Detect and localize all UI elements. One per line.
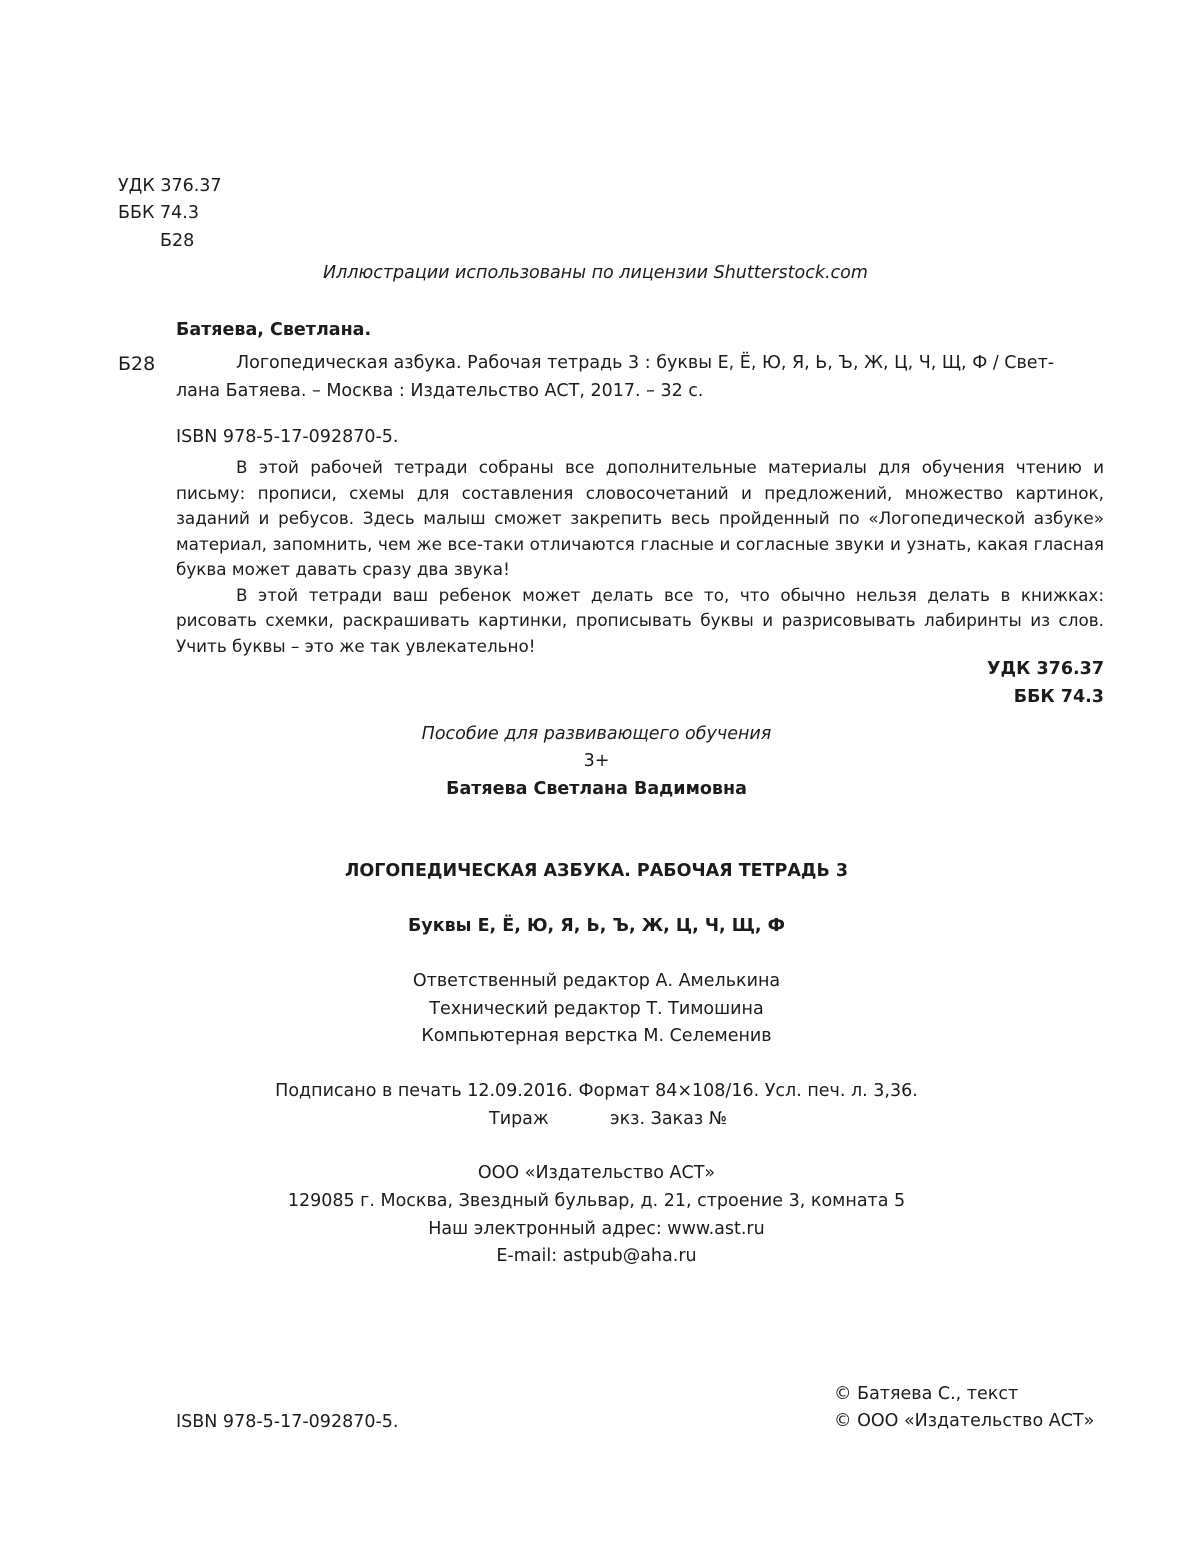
annotation-paragraph-2: В этой тетради ваш ребенок может делать все то, что обычно нельзя делать в книжках: рисовать схемки, раскрашивать картинки, прописывать буквы и разрисовывать лабиринты из слов. Учить буквы – это же так увлекательно!	[176, 584, 1104, 656]
author-heading: Батяева, Светлана.	[176, 320, 372, 340]
udk-code-bold: УДК 376.37	[986, 659, 1104, 679]
author-full-name: Батяева Светлана Вадимовна	[446, 779, 747, 799]
book-subtitle: Буквы Е, Ё, Ю, Я, Ь, Ъ, Ж, Ц, Ч, Щ, Ф	[407, 916, 786, 936]
copyright-author: © Батяева С., текст	[834, 1384, 1019, 1404]
bbk-code: ББК 74.3	[118, 203, 199, 223]
book-title: ЛОГОПЕДИЧЕСКАЯ АЗБУКА. РАБОЧАЯ ТЕТРАДЬ 3	[344, 861, 849, 881]
udk-code: УДК 376.37	[118, 176, 222, 196]
author-mark-entry: Б28	[118, 353, 156, 375]
publisher-line: Наш электронный адрес: www.ast.ru	[428, 1219, 765, 1239]
author-mark: Б28	[160, 231, 195, 251]
bibliographic-entry-line-2: лана Батяева. – Москва : Издательство АСТ, 2017. – 32 с.	[176, 381, 704, 401]
age-rating: 3+	[583, 751, 610, 771]
isbn-record: ISBN 978-5-17-092870-5.	[176, 427, 399, 447]
publisher-line: E-mail: astpub@aha.ru	[496, 1246, 697, 1266]
annotation	[176, 455, 1104, 659]
bbk-code-bold: ББК 74.3	[1013, 687, 1104, 707]
manual-type: Пособие для развивающего обучения	[421, 724, 772, 744]
editor-line: Компьютерная верстка М. Селеменив	[421, 1026, 772, 1046]
order-label: экз. Заказ №	[610, 1109, 727, 1129]
publisher-line: ООО «Издательство АСТ»	[477, 1163, 716, 1183]
footer-isbn: ISBN 978-5-17-092870-5.	[176, 1412, 399, 1432]
illustrations-note: Иллюстрации использованы по лицензии Shutterstock.com	[323, 263, 868, 283]
copyright-publisher: © ООО «Издательство АСТ»	[834, 1411, 1095, 1431]
editor-line: Ответственный редактор А. Амелькина	[412, 971, 781, 991]
editor-line: Технический редактор Т. Тимошина	[429, 999, 764, 1019]
bibliographic-entry-line-1: Логопедическая азбука. Рабочая тетрадь 3 : буквы Е, Ё, Ю, Я, Ь, Ъ, Ж, Ц, Ч, Щ, Ф / Свет-	[236, 353, 1055, 373]
publisher-line: 129085 г. Москва, Звездный бульвар, д. 21, строение 3, комната 5	[287, 1191, 906, 1211]
annotation-paragraph-1: В этой рабочей тетради собраны все дополнительные материалы для обучения чтению и письму: прописи, схемы для составления словосочетаний и предложений, множество картинок, заданий и ребусов. Здесь малыш сможет закрепить весь пройденный по «Логопедической азбуке» материал, запомнить, чем же все-таки отличаются гласные и согласные звуки и узнать, какая гласная буква может давать сразу два звука!	[176, 457, 1104, 579]
circulation-label: Тираж	[489, 1109, 549, 1129]
print-info: Подписано в печать 12.09.2016. Формат 84×108/16. Усл. печ. л. 3,36.	[275, 1081, 918, 1101]
